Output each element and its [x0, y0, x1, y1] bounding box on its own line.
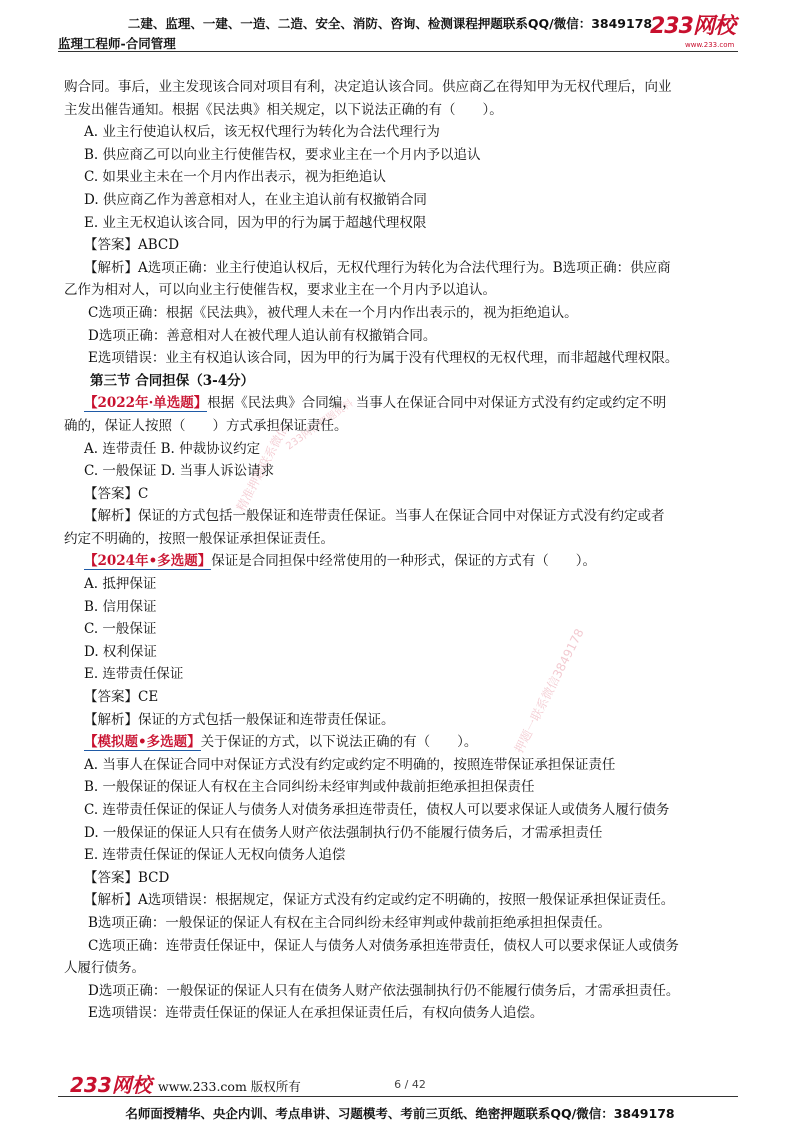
text-line: [64, 370, 744, 393]
text-line: [64, 415, 744, 438]
footer-logo: 233网校: [70, 1073, 152, 1097]
line-text: 【解析】A选项正确：业主行使追认权后，无权代理行为转化为合法代理行为。B选项正确：供应商: [84, 259, 671, 276]
text-line: [64, 663, 744, 686]
text-line: [64, 144, 744, 167]
line-text: D选项正确：善意相对人在被代理人追认前有权撤销合同。: [88, 327, 437, 344]
line-text: 确的，保证人按照（ ）方式承担保证责任。: [64, 417, 348, 434]
line-text: C. 连带责任保证的保证人与债务人对债务承担连带责任，债权人可以要求保证人或债务人履行债务: [84, 802, 670, 818]
text-line: [64, 641, 744, 664]
question-type-tag: 【模拟题•多选题】: [84, 734, 201, 751]
line-text: D. 供应商乙作为善意相对人，在业主追认前有权撤销合同: [84, 191, 427, 208]
watermark: 押题一联系微信3849178: [511, 626, 587, 756]
footer-promo-line: 名师面授精华、央企内训、考点串讲、习题模考、考前三页纸、绝密押题联系QQ/微信：3849178: [125, 1106, 675, 1121]
text-line: [64, 889, 744, 912]
text-line: [64, 438, 744, 461]
text-line: [64, 867, 744, 890]
line-text: B. 供应商乙可以向业主行使催告权，要求业主在一个月内予以追认: [84, 146, 481, 163]
text-line: [64, 844, 744, 867]
text-line: [64, 754, 744, 777]
header-promo-line: 二建、监理、一建、一造、二造、安全、消防、咨询、检测课程押题联系QQ/微信：3849178: [127, 16, 653, 31]
line-text: C选项正确：连带责任保证中，保证人与债务人对债务承担连带责任，债权人可以要求保证人或债务: [88, 937, 679, 954]
footer-divider: [58, 1096, 738, 1097]
document-body: [64, 76, 744, 1025]
header-divider: [58, 51, 738, 52]
line-text: A. 抵押保证: [84, 576, 157, 593]
line-text: 【答案】C: [84, 485, 149, 502]
line-text: 【答案】BCD: [84, 869, 170, 886]
brand-logo-url: www.233.com: [685, 41, 735, 49]
line-text: E. 连带责任保证: [84, 666, 184, 683]
text-line: [64, 392, 744, 415]
text-line: [64, 505, 744, 528]
line-text: C. 一般保证: [84, 621, 157, 638]
brand-logo: 233网校: [650, 14, 735, 39]
line-text: 人履行债务。: [64, 960, 145, 977]
header-course-title: 监理工程师-合同管理: [58, 36, 176, 51]
question-type-tag: 【2024年•多选题】: [84, 553, 212, 570]
line-text: D选项正确：一般保证的保证人只有在债务人财产依法强制执行仍不能履行债务后，才需承担责任。: [88, 982, 680, 999]
line-text: 根据《民法典》合同编，当事人在保证合同中对保证方式没有约定或约定不明: [207, 395, 667, 412]
watermark: 精准押题联系微信: [233, 422, 292, 514]
line-text: 关于保证的方式，以下说法正确的有（ ）。: [200, 734, 478, 751]
line-text: 乙作为相对人，可以向业主行使催告权，要求业主在一个月内予以追认。: [64, 282, 496, 299]
line-text: 主发出催告通知。根据《民法典》相关规定，以下说法正确的有（ ）。: [64, 101, 503, 118]
line-text: 【答案】ABCD: [84, 237, 180, 254]
text-line: [64, 212, 744, 235]
line-text: B选项正确：一般保证的保证人有权在主合同纠纷未经审判或仲裁前拒绝承担担保责任。: [88, 914, 611, 931]
line-text: A. 当事人在保证合同中对保证方式没有约定或约定不明确的，按照连带保证承担保证责任: [84, 756, 616, 773]
line-text: 【答案】CE: [84, 689, 159, 706]
text-line: [64, 822, 744, 845]
line-text: B. 信用保证: [84, 598, 157, 615]
line-text: 购合同。事后，业主发现该合同对项目有利，决定追认该合同。供应商乙在得知甲为无权代理后，向业: [64, 79, 672, 95]
watermark: 233网校押题资料: [284, 397, 356, 453]
line-text: C选项正确：根据《民法典》，被代理人未在一个月内作出表示的，视为拒绝追认。: [88, 304, 578, 321]
text-line: [64, 234, 744, 257]
footer-copyright: www.233.com 版权所有: [158, 1079, 301, 1094]
text-line: [64, 528, 744, 551]
text-line: [64, 189, 744, 212]
text-line: [64, 709, 744, 732]
line-text: 约定不明确的，按照一般保证承担保证责任。: [64, 530, 334, 547]
text-line: [64, 166, 744, 189]
text-line: [64, 483, 744, 506]
text-line: [64, 347, 744, 370]
text-line: [64, 618, 744, 641]
text-line: [64, 121, 744, 144]
text-line: [64, 596, 744, 619]
text-line: [64, 279, 744, 302]
text-line: [64, 776, 744, 799]
text-line: [64, 460, 744, 483]
line-text: E选项错误：连带责任保证的保证人在承担保证责任后，有权向债务人追偿。: [88, 1005, 544, 1022]
line-text: C. 一般保证 D. 当事人诉讼请求: [84, 463, 275, 480]
text-line: [64, 731, 744, 754]
text-line: [64, 686, 744, 709]
text-line: [64, 573, 744, 596]
line-text: A. 连带责任 B. 仲裁协议约定: [84, 440, 261, 457]
line-text: A. 业主行使追认权后，该无权代理行为转化为合法代理行为: [84, 124, 440, 141]
line-text: 第三节 合同担保（3-4分）: [90, 372, 255, 389]
line-text: E选项错误：业主有权追认该合同，因为甲的行为属于没有代理权的无权代理，而非超越代理权限。: [88, 350, 679, 367]
line-text: C. 如果业主未在一个月内作出表示，视为拒绝追认: [84, 169, 386, 186]
text-line: [64, 325, 744, 348]
text-line: [64, 799, 744, 822]
text-line: [64, 980, 744, 1003]
line-text: E. 业主无权追认该合同，因为甲的行为属于超越代理权限: [84, 214, 427, 231]
text-line: [64, 550, 744, 573]
text-line: [64, 257, 744, 280]
line-text: B. 一般保证的保证人有权在主合同纠纷未经审判或仲裁前拒绝承担担保责任: [84, 779, 535, 796]
question-type-tag: 【2022年·单选题】: [84, 395, 208, 412]
line-text: E. 连带责任保证的保证人无权向债务人追偿: [84, 847, 346, 864]
text-line: [64, 935, 744, 958]
line-text: 【解析】保证的方式包括一般保证和连带责任保证。当事人在保证合同中对保证方式没有约定或者: [84, 508, 665, 525]
line-text: 【解析】A选项错误：根据规定，保证方式没有约定或约定不明确的，按照一般保证承担保证责任。: [84, 892, 675, 909]
text-line: [64, 302, 744, 325]
page-number: 6 / 42: [394, 1078, 426, 1091]
text-line: [64, 1002, 744, 1025]
line-text: 【解析】保证的方式包括一般保证和连带责任保证。: [84, 711, 395, 728]
line-text: 保证是合同担保中经常使用的一种形式，保证的方式有（ ）。: [211, 553, 596, 570]
line-text: D. 权利保证: [84, 643, 157, 660]
text-line: [64, 957, 744, 980]
text-line: [64, 99, 744, 122]
text-line: [64, 912, 744, 935]
line-text: D. 一般保证的保证人只有在债务人财产依法强制执行仍不能履行债务后，才需承担责任: [84, 824, 603, 841]
text-line: [64, 76, 744, 99]
